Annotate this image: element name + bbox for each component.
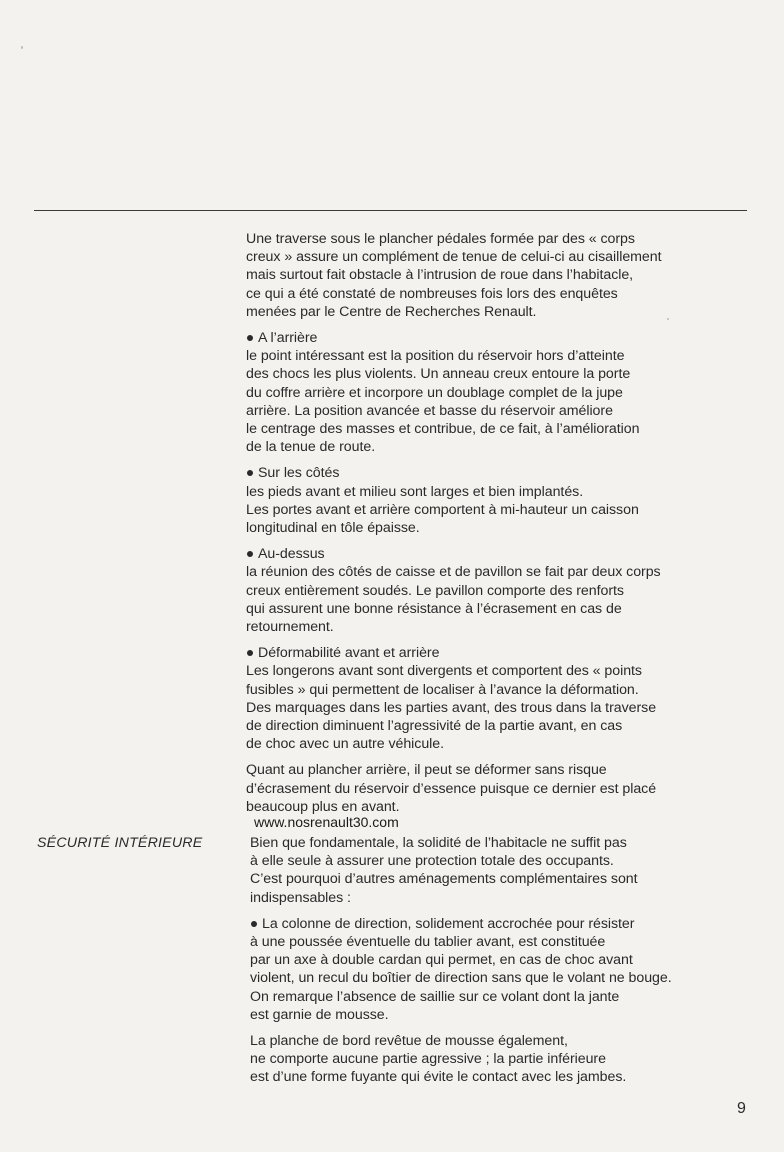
paragraph [246, 545, 776, 636]
text-line-content: La colonne de direction, solidement accrochée pour résister [262, 915, 635, 932]
side-heading-interior-safety: SÉCURITÉ INTÉRIEURE [37, 835, 203, 851]
text-line: creux » assure un complément de tenue de celui-ci au cisaillement [246, 249, 662, 266]
paragraph [250, 1032, 776, 1087]
text-line: beaucoup plus en avant. [246, 798, 400, 815]
bullet-icon [251, 921, 257, 927]
bullet-icon [247, 335, 253, 341]
bullet-icon [247, 551, 253, 557]
bullet-heading [246, 545, 776, 563]
paragraph [246, 464, 776, 537]
text-line: ne comporte aucune partie agressive ; la partie inférieure [250, 1051, 606, 1068]
text-line: par un axe à double cardan qui permet, en cas de choc avant [250, 952, 633, 969]
text-line: est d’une forme fuyante qui évite le contact avec les jambes. [250, 1069, 627, 1086]
bullet-icon [247, 650, 253, 656]
text-line: Les portes avant et arrière comportent à mi-hauteur un caisson [246, 501, 639, 518]
text-line: du coffre arrière et incorpore un doublage complet de la jupe [246, 384, 623, 401]
body-text-column [246, 230, 776, 824]
text-line: retournement. [246, 619, 334, 636]
text-line: des chocs les plus violents. Un anneau creux entoure la porte [246, 366, 631, 383]
bullet-heading [246, 644, 776, 662]
text-line [250, 915, 776, 933]
page-number: 9 [737, 1100, 746, 1117]
interior-safety-text-column [250, 834, 776, 1095]
bullet-heading-text: Au-dessus [258, 546, 325, 563]
text-line: menées par le Centre de Recherches Renault. [246, 303, 537, 320]
text-line: à elle seule à assurer une protection totale des occupants. [250, 853, 614, 870]
text-line: à une poussée éventuelle du tablier avant, est constituée [250, 934, 606, 951]
text-line: arrière. La position avancée et basse du réservoir améliore [246, 402, 613, 419]
bullet-icon [247, 470, 253, 476]
text-line: Quant au plancher arrière, il peut se déformer sans risque [246, 762, 607, 779]
bullet-heading-text: Sur les côtés [258, 465, 340, 482]
paragraph [250, 915, 776, 1024]
paragraph [246, 230, 776, 321]
text-line: les pieds avant et milieu sont larges et bien implantés. [246, 483, 584, 500]
bullet-heading [246, 329, 776, 347]
text-line: de choc avec un autre véhicule. [246, 736, 444, 753]
text-line: violent, un recul du boîtier de direction sans que le volant ne bouge. [250, 970, 672, 987]
text-line: C’est pourquoi d’autres aménagements complémentaires sont [250, 871, 638, 888]
paper-speck [21, 46, 23, 49]
bullet-heading-text: Déformabilité avant et arrière [258, 645, 440, 662]
text-line: le centrage des masses et contribue, de ce fait, à l’amélioration [246, 421, 640, 438]
text-line: La planche de bord revêtue de mousse également, [250, 1033, 568, 1050]
bullet-heading [246, 464, 776, 482]
paragraph [250, 834, 776, 907]
paragraph [246, 329, 776, 456]
paragraph [246, 761, 776, 816]
text-line: indispensables : [250, 889, 351, 906]
header-rule [34, 210, 747, 211]
text-line: creux entièrement soudés. Le pavillon comporte des renforts [246, 582, 624, 599]
text-line: Les longerons avant sont divergents et comportent des « points [246, 663, 642, 680]
bullet-heading-text: A l’arrière [258, 330, 318, 347]
text-line: qui assurent une bonne résistance à l’écrasement en cas de [246, 600, 622, 617]
text-line: est garnie de mousse. [250, 1006, 389, 1023]
website-watermark: www.nosrenault30.com [254, 814, 399, 830]
text-line: Des marquages dans les parties avant, des trous dans la traverse [246, 699, 657, 716]
text-line: On remarque l’absence de saillie sur ce volant dont la jante [250, 988, 620, 1005]
text-line: Bien que fondamentale, la solidité de l’habitacle ne suffit pas [250, 835, 627, 851]
text-line: de direction diminuent l’agressivité de la partie avant, en cas [246, 718, 623, 735]
text-line: le point intéressant est la position du réservoir hors d’atteinte [246, 348, 625, 365]
paragraph [246, 644, 776, 753]
text-line: la réunion des côtés de caisse et de pavillon se fait par deux corps [246, 564, 661, 581]
text-line: Une traverse sous le plancher pédales formée par des « corps [246, 231, 635, 247]
text-line: mais surtout fait obstacle à l’intrusion de roue dans l’habitacle, [246, 267, 634, 284]
text-line: fusibles » qui permettent de localiser à l’avance la déformation. [246, 681, 639, 698]
text-line: longitudinal en tôle épaisse. [246, 520, 420, 537]
text-line: ce qui a été constaté de nombreuses fois lors des enquêtes [246, 285, 618, 302]
text-line: de la tenue de route. [246, 439, 376, 456]
text-line: d’écrasement du réservoir d’essence puisque ce dernier est placé [246, 780, 657, 797]
